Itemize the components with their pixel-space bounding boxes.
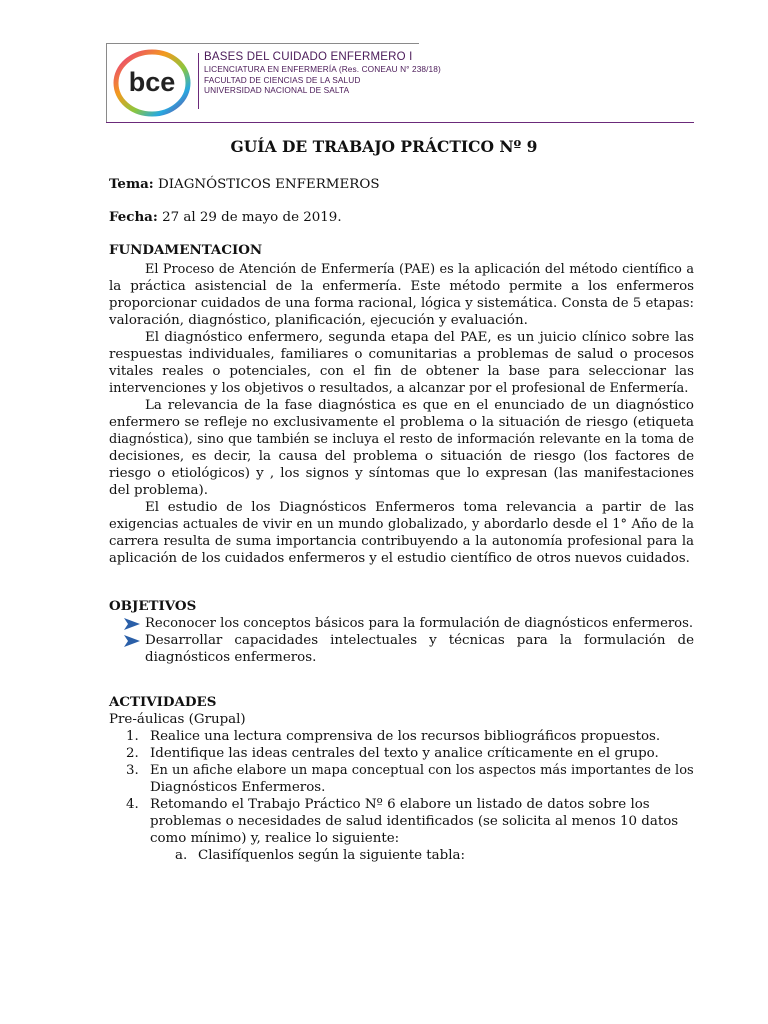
- paragraph-line: carrera resulta de suma importancia contribuyendo a la autonomía profesional para la: [109, 534, 694, 549]
- item-number: 1.: [126, 729, 139, 744]
- actividades-heading: ACTIVIDADES: [109, 694, 217, 710]
- paragraph-line: decisiones, es decir, la causa del problema o situación de riesgo (los factores de: [109, 449, 694, 464]
- objective-item: Desarrollar capacidades intelectuales y técnicas para la formulación de: [145, 633, 694, 648]
- paragraph-line: aplicación de los cuidados enfermeros y el estudio científico de otros nuevos cuidados.: [109, 551, 690, 566]
- arrow-bullet-icon: [124, 635, 140, 647]
- paragraph-line: la práctica asistencial de la enfermería. Este método permite a los enfermeros: [109, 279, 694, 294]
- objective-item-cont: diagnósticos enfermeros.: [145, 650, 317, 665]
- paragraph-line: El diagnóstico enfermero, segunda etapa del PAE, es un juicio clínico sobre las: [145, 330, 694, 345]
- tema-label: Tema:: [109, 176, 154, 192]
- header-rule: [106, 122, 694, 123]
- subitem-letter: a.: [175, 848, 188, 863]
- logo-text: bce: [128, 67, 176, 97]
- activity-item: En un afiche elabore un mapa conceptual con los aspectos más importantes de los: [150, 763, 694, 778]
- paragraph-line: El estudio de los Diagnósticos Enfermeros toma relevancia a partir de las: [145, 500, 694, 515]
- tema-value: DIAGNÓSTICOS ENFERMEROS: [153, 177, 380, 192]
- objetivos-heading: OBJETIVOS: [109, 598, 197, 614]
- faculty-name: FACULTAD DE CIENCIAS DE LA SALUD: [204, 74, 361, 85]
- paragraph-line: vitales reales o potenciales, con el fin de obtener la base para seleccionar las: [109, 364, 694, 379]
- paragraph-line: respuestas individuales, familiares o comunitarias a problemas de salud o procesos: [109, 347, 694, 362]
- item-number: 2.: [126, 746, 139, 761]
- activity-subitem: Clasifíquenlos según la siguiente tabla:: [198, 848, 465, 863]
- paragraph-line: diagnóstica), sino que también se incluya el resto de información relevante en la toma de: [109, 432, 694, 447]
- paragraph-line: valoración, diagnóstico, planificación, ejecución y evaluación.: [109, 313, 528, 328]
- activity-item: Retomando el Trabajo Práctico Nº 6 elabore un listado de datos sobre los: [150, 797, 650, 812]
- fundamentacion-heading: FUNDAMENTACION: [109, 242, 263, 258]
- item-number: 4.: [126, 797, 139, 812]
- bce-logo: [108, 45, 196, 121]
- activity-item: Realice una lectura comprensiva de los recursos bibliográficos propuestos.: [150, 729, 661, 744]
- paragraph-line: del problema).: [109, 483, 209, 498]
- university-name: UNIVERSIDAD NACIONAL DE SALTA: [204, 85, 350, 96]
- activity-item-cont: Diagnósticos Enfermeros.: [150, 780, 326, 795]
- paragraph-line: enfermero se refleje no exclusivamente el problema o la situación de riesgo (etiqueta: [109, 415, 694, 430]
- activity-item: Identifique las ideas centrales del texto y analice críticamente en el grupo.: [150, 746, 659, 761]
- fecha-line: [109, 209, 694, 226]
- paragraph-line: exigencias actuales de vivir en un mundo globalizado, y abordarlo desde el 1° Año de la: [109, 517, 694, 532]
- institution-block: [204, 50, 441, 96]
- page-title: GUÍA DE TRABAJO PRÁCTICO Nº 9: [230, 137, 538, 156]
- paragraph-line: La relevancia de la fase diagnóstica es que en el enunciado de un diagnóstico: [145, 398, 694, 413]
- paragraph-line: riesgo o etiológicos) y , los signos y síntomas que lo expresan (las manifestaciones: [109, 466, 694, 481]
- header-divider: [198, 53, 199, 109]
- paragraph-line: proporcionar cuidados de una forma racional, lógica y sistemática. Consta de 5 etapas:: [109, 296, 694, 311]
- degree-name: LICENCIATURA EN ENFERMERÍA (Res. CONEAU N° 238/18): [204, 64, 441, 74]
- objective-item: Reconocer los conceptos básicos para la formulación de diagnósticos enfermeros.: [145, 616, 694, 631]
- paragraph-line: El Proceso de Atención de Enfermería (PAE) es la aplicación del método científico a: [145, 262, 694, 277]
- item-number: 3.: [126, 763, 139, 778]
- fecha-label: Fecha:: [109, 209, 158, 225]
- activity-item-cont: como mínimo) y, realice lo siguiente:: [150, 831, 400, 846]
- activity-item-cont: problemas o necesidades de salud identificados (se solicita al menos 10 datos: [150, 814, 679, 829]
- paragraph-line: intervenciones y los objetivos o resultados, a alcanzar por el profesional de Enfermería.: [109, 381, 689, 396]
- actividades-subheading: Pre-áulicas (Grupal): [109, 712, 246, 727]
- arrow-bullet-icon: [124, 618, 140, 630]
- fecha-value: 27 al 29 de mayo de 2019.: [157, 210, 342, 225]
- tema-line: [109, 176, 694, 193]
- course-name: BASES DEL CUIDADO ENFERMERO I: [204, 51, 413, 63]
